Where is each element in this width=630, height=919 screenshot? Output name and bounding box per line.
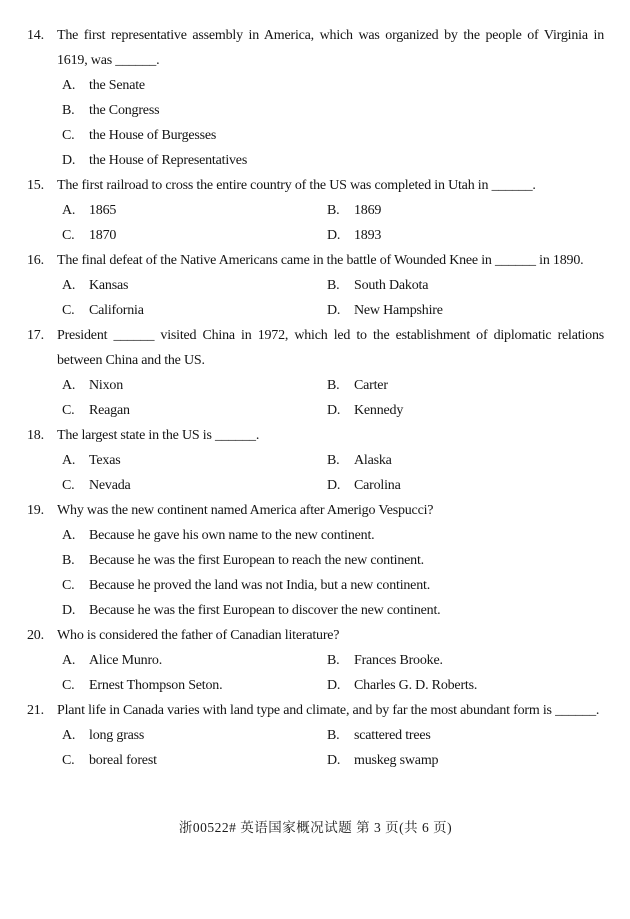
- option-text: Nixon: [89, 378, 124, 393]
- option-letter: C.: [62, 578, 75, 593]
- option-letter: A.: [62, 728, 76, 743]
- question-number: 18.: [27, 428, 44, 443]
- option-letter: D.: [327, 478, 341, 493]
- question-stem-row: [27, 323, 604, 373]
- answer-option: [62, 673, 327, 698]
- question-stem-row: [27, 623, 604, 648]
- question: [27, 323, 604, 423]
- question-number: 21.: [27, 703, 44, 718]
- option-letter: D.: [327, 403, 341, 418]
- answer-option: [62, 98, 604, 123]
- answer-option: [327, 673, 604, 698]
- option-letter: B.: [327, 653, 340, 668]
- option-letter: C.: [62, 128, 75, 143]
- option-text: boreal forest: [89, 753, 157, 768]
- question-number: 19.: [27, 503, 44, 518]
- question: [27, 698, 604, 773]
- option-letter: C.: [62, 303, 75, 318]
- option-text: California: [89, 303, 144, 318]
- question: [27, 23, 604, 173]
- option-text: Reagan: [89, 403, 130, 418]
- answer-option: [327, 648, 604, 673]
- answer-option: [62, 123, 604, 148]
- question-stem-row: [27, 248, 604, 273]
- question-stem: The first railroad to cross the entire country of the US was completed in Utah in ______.: [57, 178, 536, 193]
- answer-option: [62, 573, 604, 598]
- option-letter: C.: [62, 753, 75, 768]
- answer-option: [62, 148, 604, 173]
- option-text: Kansas: [89, 278, 129, 293]
- answer-option: [62, 473, 327, 498]
- question: [27, 498, 604, 623]
- option-text: Ernest Thompson Seton.: [89, 678, 223, 693]
- option-letter: A.: [62, 378, 76, 393]
- answer-option: [62, 398, 327, 423]
- question-options: [62, 448, 604, 498]
- question-options: [62, 648, 604, 698]
- answer-option: [327, 723, 604, 748]
- option-text: Because he proved the land was not India, but a new continent.: [89, 578, 430, 593]
- option-letter: A.: [62, 653, 76, 668]
- answer-option: [327, 448, 604, 473]
- option-letter: B.: [327, 278, 340, 293]
- answer-option: [62, 273, 327, 298]
- option-text: the Congress: [89, 103, 160, 118]
- option-letter: B.: [327, 728, 340, 743]
- question-options: [62, 523, 604, 623]
- option-text: Because he was the first European to discover the new continent.: [89, 603, 441, 618]
- option-letter: A.: [62, 453, 76, 468]
- option-text: the House of Burgesses: [89, 128, 217, 143]
- option-letter: C.: [62, 678, 75, 693]
- option-letter: D.: [327, 228, 341, 243]
- option-letter: A.: [62, 278, 76, 293]
- answer-option: [62, 548, 604, 573]
- answer-option: [62, 748, 327, 773]
- option-letter: D.: [327, 678, 341, 693]
- answer-option: [327, 223, 604, 248]
- answer-option: [327, 373, 604, 398]
- option-letter: B.: [327, 203, 340, 218]
- question-number: 16.: [27, 253, 44, 268]
- question-options: [62, 373, 604, 423]
- option-text: 1869: [354, 203, 382, 218]
- option-letter: D.: [327, 303, 341, 318]
- question-stem-row: [27, 498, 604, 523]
- question-stem: The final defeat of the Native Americans came in the battle of Wounded Knee in ______ in 1890.: [57, 253, 584, 268]
- question-stem: Why was the new continent named America after Amerigo Vespucci?: [57, 503, 434, 518]
- answer-option: [62, 198, 327, 223]
- option-text: Because he gave his own name to the new continent.: [89, 528, 375, 543]
- option-text: the Senate: [89, 78, 145, 93]
- question: [27, 248, 604, 323]
- option-letter: B.: [62, 553, 75, 568]
- option-letter: D.: [327, 753, 341, 768]
- question: [27, 423, 604, 498]
- option-text: muskeg swamp: [354, 753, 439, 768]
- answer-option: [62, 73, 604, 98]
- option-letter: A.: [62, 203, 76, 218]
- option-letter: B.: [62, 103, 75, 118]
- option-text: Frances Brooke.: [354, 653, 443, 668]
- question-stem: Who is considered the father of Canadian literature?: [57, 628, 340, 643]
- option-letter: C.: [62, 403, 75, 418]
- option-text: South Dakota: [354, 278, 429, 293]
- option-text: New Hampshire: [354, 303, 443, 318]
- option-text: Carolina: [354, 478, 401, 493]
- question-stem-row: [27, 23, 604, 73]
- question-options: [62, 273, 604, 323]
- option-letter: C.: [62, 228, 75, 243]
- option-letter: B.: [327, 378, 340, 393]
- question-stem: Plant life in Canada varies with land type and climate, and by far the most abundant form is ______.: [57, 703, 600, 718]
- option-text: 1865: [89, 203, 117, 218]
- answer-option: [62, 723, 327, 748]
- answer-option: [62, 223, 327, 248]
- option-text: Alaska: [354, 453, 392, 468]
- answer-option: [62, 373, 327, 398]
- answer-option: [327, 398, 604, 423]
- question-number: 17.: [27, 328, 44, 343]
- answer-option: [62, 598, 604, 623]
- option-text: Charles G. D. Roberts.: [354, 678, 478, 693]
- answer-option: [327, 473, 604, 498]
- option-text: Because he was the first European to reach the new continent.: [89, 553, 424, 568]
- question-number: 20.: [27, 628, 44, 643]
- answer-option: [327, 748, 604, 773]
- question-number: 15.: [27, 178, 44, 193]
- question: [27, 623, 604, 698]
- answer-option: [62, 523, 604, 548]
- question-stem-row: [27, 698, 604, 723]
- option-text: 1893: [354, 228, 382, 243]
- question-stem: The largest state in the US is ______.: [57, 428, 260, 443]
- option-text: 1870: [89, 228, 117, 243]
- question: [27, 173, 604, 248]
- option-letter: D.: [62, 603, 76, 618]
- question-stem-row: [27, 423, 604, 448]
- question-stem-row: [27, 173, 604, 198]
- answer-option: [62, 298, 327, 323]
- option-text: long grass: [89, 728, 145, 743]
- question-stem: The first representative assembly in America, which was organized by the people of Virginia in 1619, was ______.: [57, 28, 604, 68]
- option-letter: B.: [327, 453, 340, 468]
- option-text: Kennedy: [354, 403, 404, 418]
- option-letter: A.: [62, 78, 76, 93]
- question-options: [62, 723, 604, 773]
- answer-option: [62, 648, 327, 673]
- question-options: [62, 73, 604, 173]
- answer-option: [327, 298, 604, 323]
- option-text: Alice Munro.: [89, 653, 163, 668]
- option-text: Carter: [354, 378, 388, 393]
- answer-option: [327, 273, 604, 298]
- page-footer: 浙00522# 英语国家概况试题 第 3 页(共 6 页): [178, 820, 453, 835]
- option-text: Nevada: [89, 478, 131, 493]
- option-text: Texas: [89, 453, 121, 468]
- option-text: the House of Representatives: [89, 153, 248, 168]
- option-letter: C.: [62, 478, 75, 493]
- option-text: scattered trees: [354, 728, 431, 743]
- answer-option: [62, 448, 327, 473]
- answer-option: [327, 198, 604, 223]
- question-stem: President ______ visited China in 1972, which led to the establishment of diplomatic relations between China and the US.: [57, 328, 604, 368]
- question-number: 14.: [27, 28, 44, 43]
- option-letter: D.: [62, 153, 76, 168]
- questions: [27, 23, 604, 773]
- option-letter: A.: [62, 528, 76, 543]
- question-options: [62, 198, 604, 248]
